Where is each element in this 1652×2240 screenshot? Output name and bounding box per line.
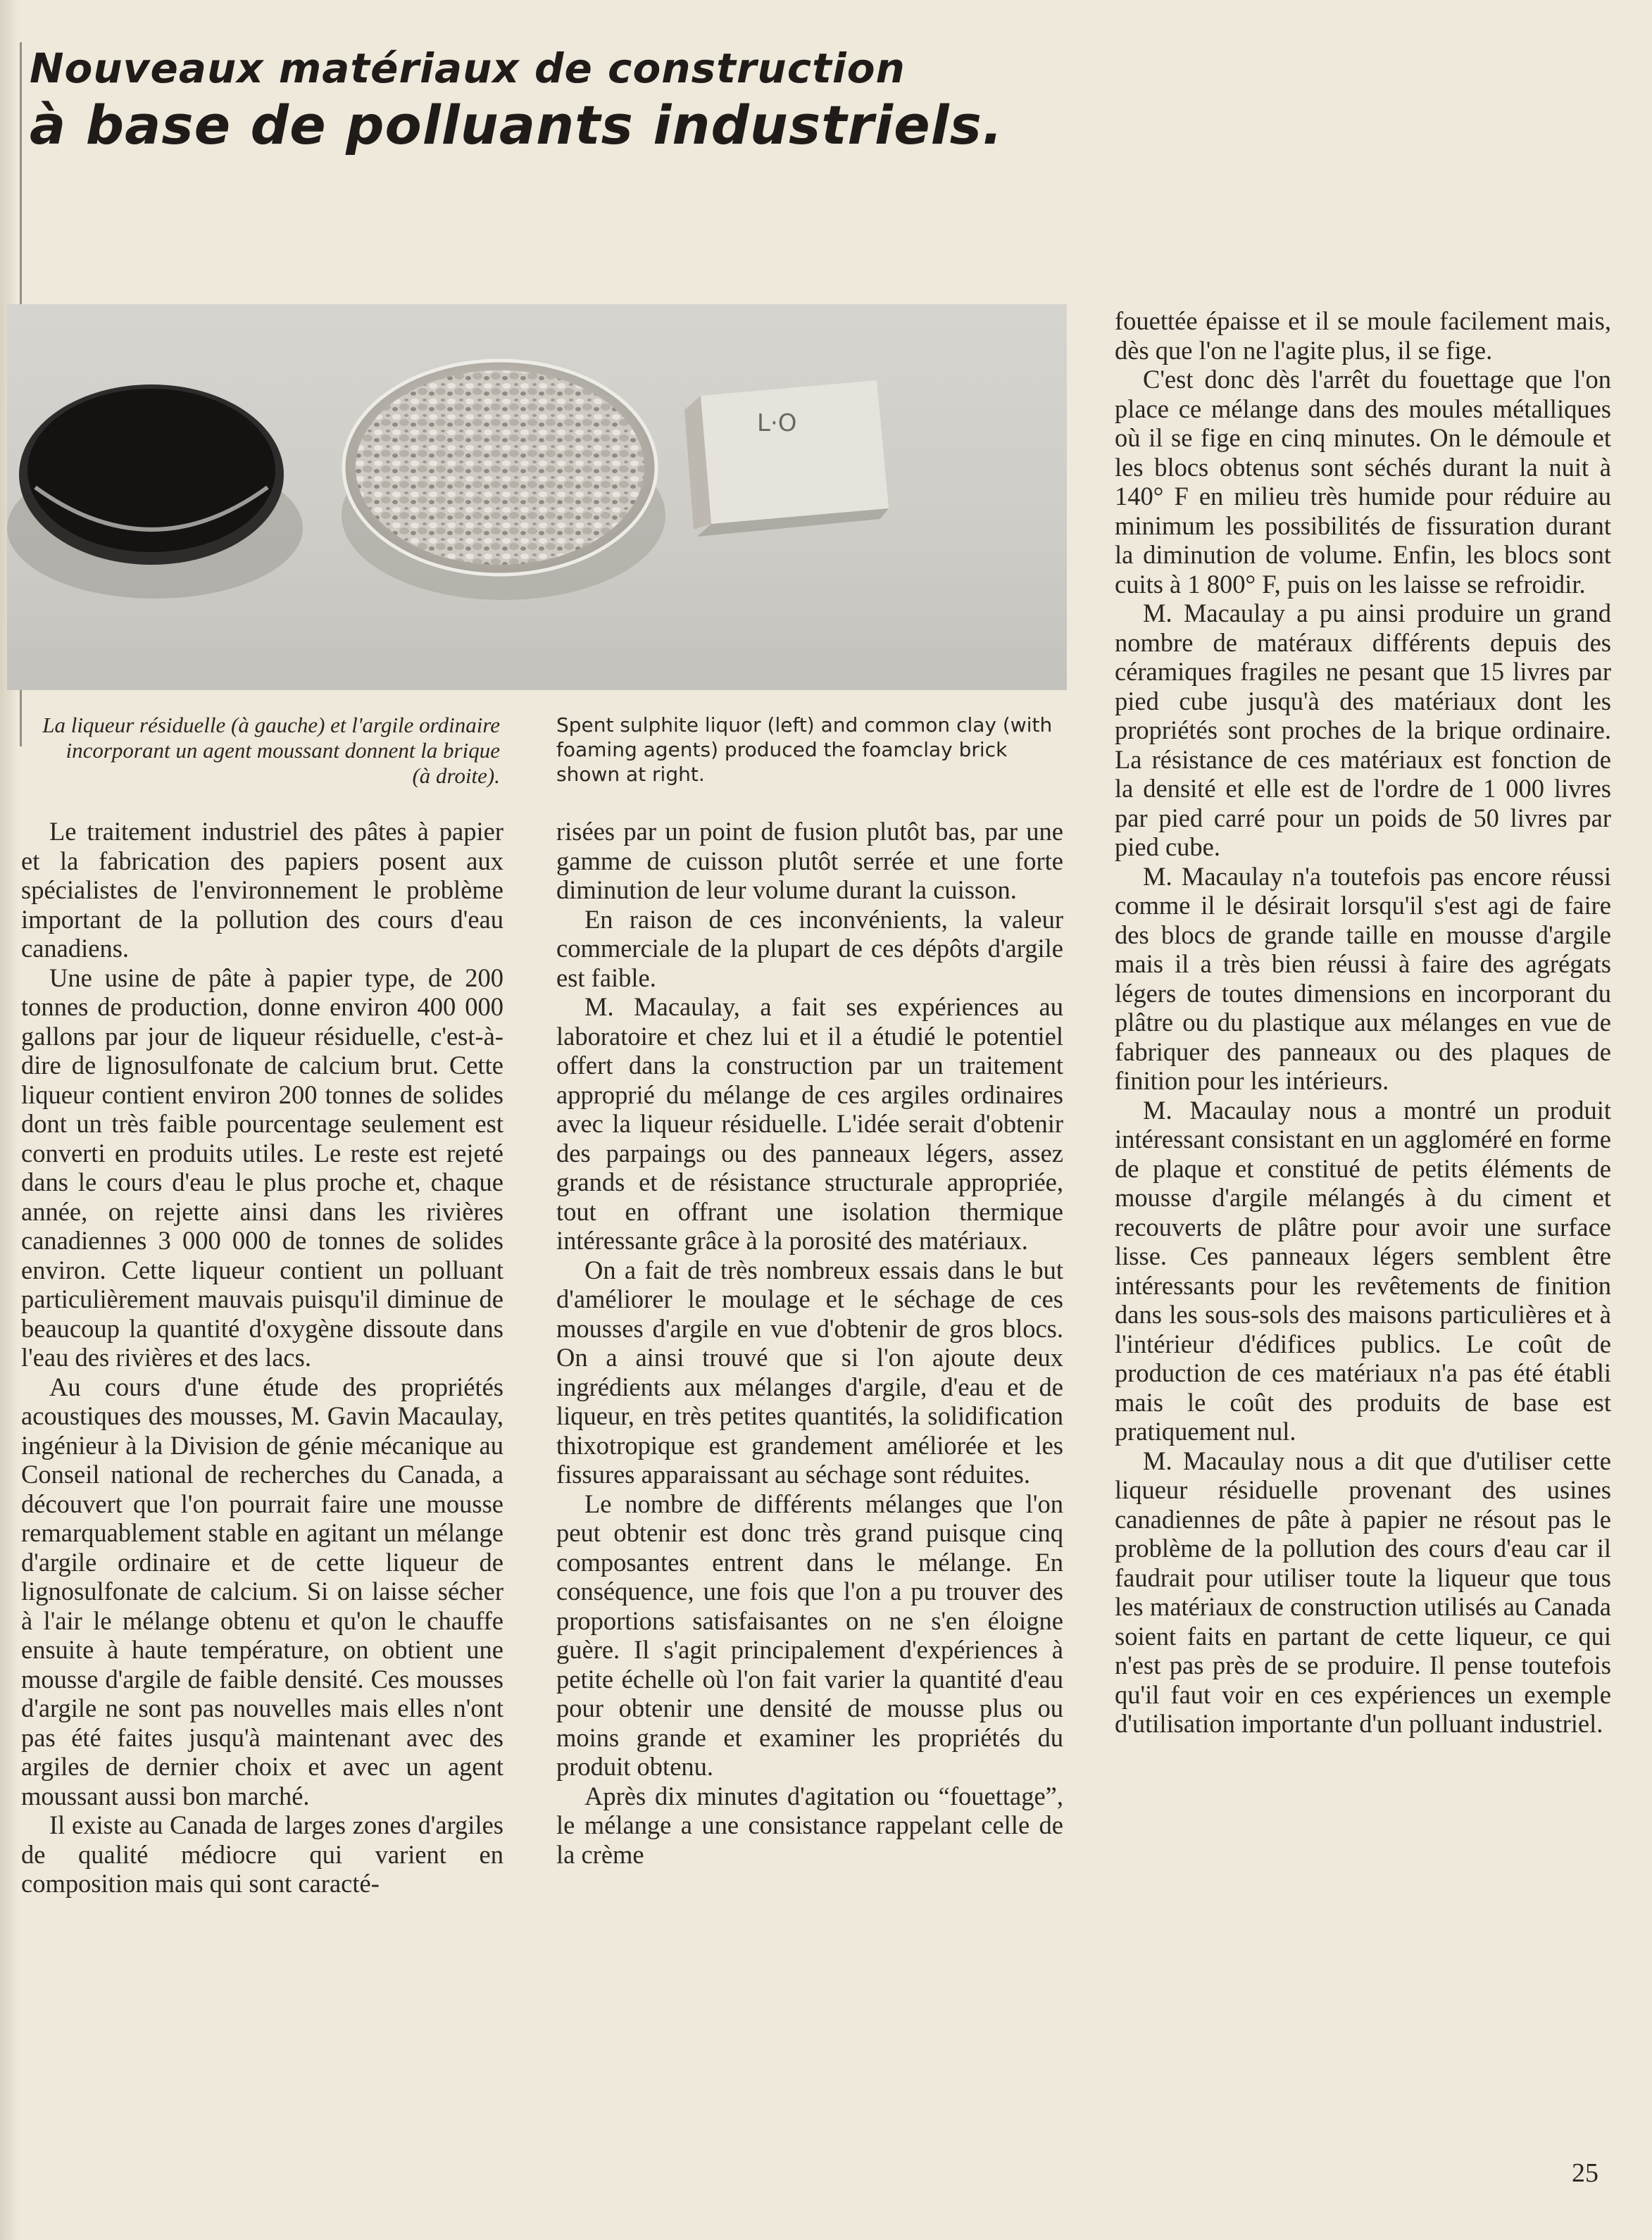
paragraph: En raison de ces inconvénients, la valeur commerciale de la plupart de ces dépôts d'argile est faible. [556,904,1063,992]
photo-illustration [7,304,1067,690]
caption-english: Spent sulphite liquor (left) and common clay (with foaming agents) produced the foamclay brick shown at right. [556,713,1053,786]
paragraph: M. Macaulay, a fait ses expériences au laboratoire et chez lui et il a étudié le potentiel offert dans la construction par un traitement approprié du mélange de ces argiles ordinaires avec la liqueur résiduelle. L'idée serait d'obtenir des parpaings ou des panneaux légers, assez grands et de résistance structurale appropriée, tout en offrant une isolation thermique intéressante grâce à la porosité des matériaux. [556,992,1063,1255]
text-column-2 [556,817,1063,1869]
paragraph: On a fait de très nombreux essais dans le but d'améliorer le moulage et le séchage de ces mousses d'argile en vue d'obtenir de gros blocs. On a ainsi trouvé que si l'on ajoute deux ingrédients aux mélanges d'argile, d'eau et de liqueur, en très petites quantités, la solidification thixotropique est grandement améliorée et les fissures apparaissant au séchage sont réduites. [556,1255,1063,1489]
paragraph: Le traitement industriel des pâtes à papier et la fabrication des papiers posent aux spécialistes de l'environnement le problème important de la pollution des cours d'eau canadiens. [21,817,503,963]
paragraph: Une usine de pâte à papier type, de 200 tonnes de production, donne environ 400 000 gallons par jour de liqueur résiduelle, c'est-à-dire de lignosulfonate de calcium brut. Cette liqueur contient environ 200 tonnes de solides dont un très faible pourcentage seulement est converti en produits utiles. Le reste est rejeté dans le cours d'eau le plus proche et, chaque année, on rejette ainsi dans les rivières canadiennes 3 000 000 de tonnes de solides environ. Cette liqueur contient un polluant particulièrement mauvais puisqu'il diminue de beaucoup la quantité d'oxygène dissoute dans l'eau des rivières et des lacs. [21,963,503,1372]
paragraph: Il existe au Canada de larges zones d'argiles de qualité médiocre qui varient en composition mais qui sont caracté- [21,1810,503,1898]
paragraph: Au cours d'une étude des propriétés acoustiques des mousses, M. Gavin Macaulay, ingénieur à la Division de génie mécanique au Conseil national de recherches du Canada, a découvert que l'on pourrait faire une mousse remarquablement stable en agitant un mélange d'argile ordinaire et de cette liqueur de lignosulfonate de calcium. Si on laisse sécher à l'air le mélange obtenu et qu'on le chauffe ensuite à haute température, on obtient une mousse d'argile de faible densité. Ces mousses d'argile ne sont pas nouvelles mais elles n'ont pas été faites jusqu'à maintenant avec des argiles de dernier choix et avec un agent moussant aussi bon marché. [21,1372,503,1810]
article-title [30,44,1156,158]
paragraph: C'est donc dès l'arrêt du fouettage que l'on place ce mélange dans des moules métalliques où il se fige en cinq minutes. On le démoule et les blocs obtenus sont séchés durant la nuit à 140° F en milieu très humide pour réduire au minimum les possibilités de fissuration durant la diminution de volume. Enfin, les blocs sont cuits à 1 800° F, puis on les laisse se refroidir. [1115,365,1611,599]
page-number: 25 [1572,2158,1598,2188]
paragraph: M. Macaulay nous a montré un produit intéressant consistant en un aggloméré en forme de plaque et constitué de petits éléments de mousse d'argile mélangés à du ciment et recouverts de plâtre pour avoir une surface lisse. Ces panneaux légers semblent être intéressants pour les revêtements de finition dans les sous-sols des maisons particulières et à l'intérieur d'édifices publics. Le coût de production de ces matériaux n'a pas été établi mais le coût des produits de base est pratiquement nul. [1115,1095,1611,1446]
paragraph: risées par un point de fusion plutôt bas, par une gamme de cuisson plutôt serrée et une forte diminution de leur volume durant la cuisson. [556,817,1063,904]
paragraph: M. Macaulay nous a dit que d'utiliser cette liqueur résiduelle provenant des usines canadiennes de pâte à papier ne résout pas le problème de la pollution des cours d'eau car il faudrait pour utiliser toute la liqueur que tous les matériaux de construction utilisés au Canada soient faits en partant de cette liqueur, ce qui n'est pas près de se produire. Il pense toutefois qu'il faut voir en ces expériences un exemple d'utilisation importante d'un polluant industriel. [1115,1446,1611,1738]
paragraph: fouettée épaisse et il se moule facilement mais, dès que l'on ne l'agite plus, il se fige. [1115,306,1611,365]
paragraph: Le nombre de différents mélanges que l'on peut obtenir est donc très grand puisque cinq composantes entrent dans le mélange. En conséquence, une fois que l'on a pu trouver des proportions satisfaisantes on ne s'en éloigne guère. Il s'agit principalement d'expériences à petite échelle où l'on fait varier la quantité d'eau pour obtenir une densité de mousse plus ou moins grande et examiner les propriétés du produit obtenu. [556,1489,1063,1781]
title-line-2: à base de polluants industriels. [30,94,1003,156]
foamclay-brick [701,380,889,524]
paragraph: M. Macaulay a pu ainsi produire un grand nombre de matéraux différents depuis des céramiques fragiles ne pesant que 15 livres par pied cube jusqu'à des matériaux dont les propriétés sont proches de la brique ordinaire. La résistance de ces matériaux est fonction de la densité et elle est de l'ordre de 1 000 livres par pied carré pour un poids de 50 livres par pied cube. [1115,599,1611,861]
text-column-3 [1115,306,1611,1739]
title-line-1: Nouveaux matériaux de construction [30,44,906,92]
caption-french: La liqueur résiduelle (à gauche) et l'argile ordinaire incorporant un agent moussant donnent la brique (à droite). [42,713,500,788]
paragraph: M. Macaulay n'a toutefois pas encore réussi comme il le désirait lorsqu'il s'est agi de faire des blocs de grande taille en mousse d'argile mais il a très bien réussi à faire des agrégats légers de toutes dimensions en incorporant du plâtre ou du plastique aux mélanges en vue de fabriquer des panneaux ou des plaques de finition pour les intérieurs. [1115,861,1611,1095]
brick-label: L·O [757,409,797,437]
paragraph: Après dix minutes d'agitation ou “fouettage”, le mélange a une consistance rappelant celle de la crème [556,1781,1063,1869]
article-photo [7,304,1067,690]
text-column-1 [21,817,503,1898]
